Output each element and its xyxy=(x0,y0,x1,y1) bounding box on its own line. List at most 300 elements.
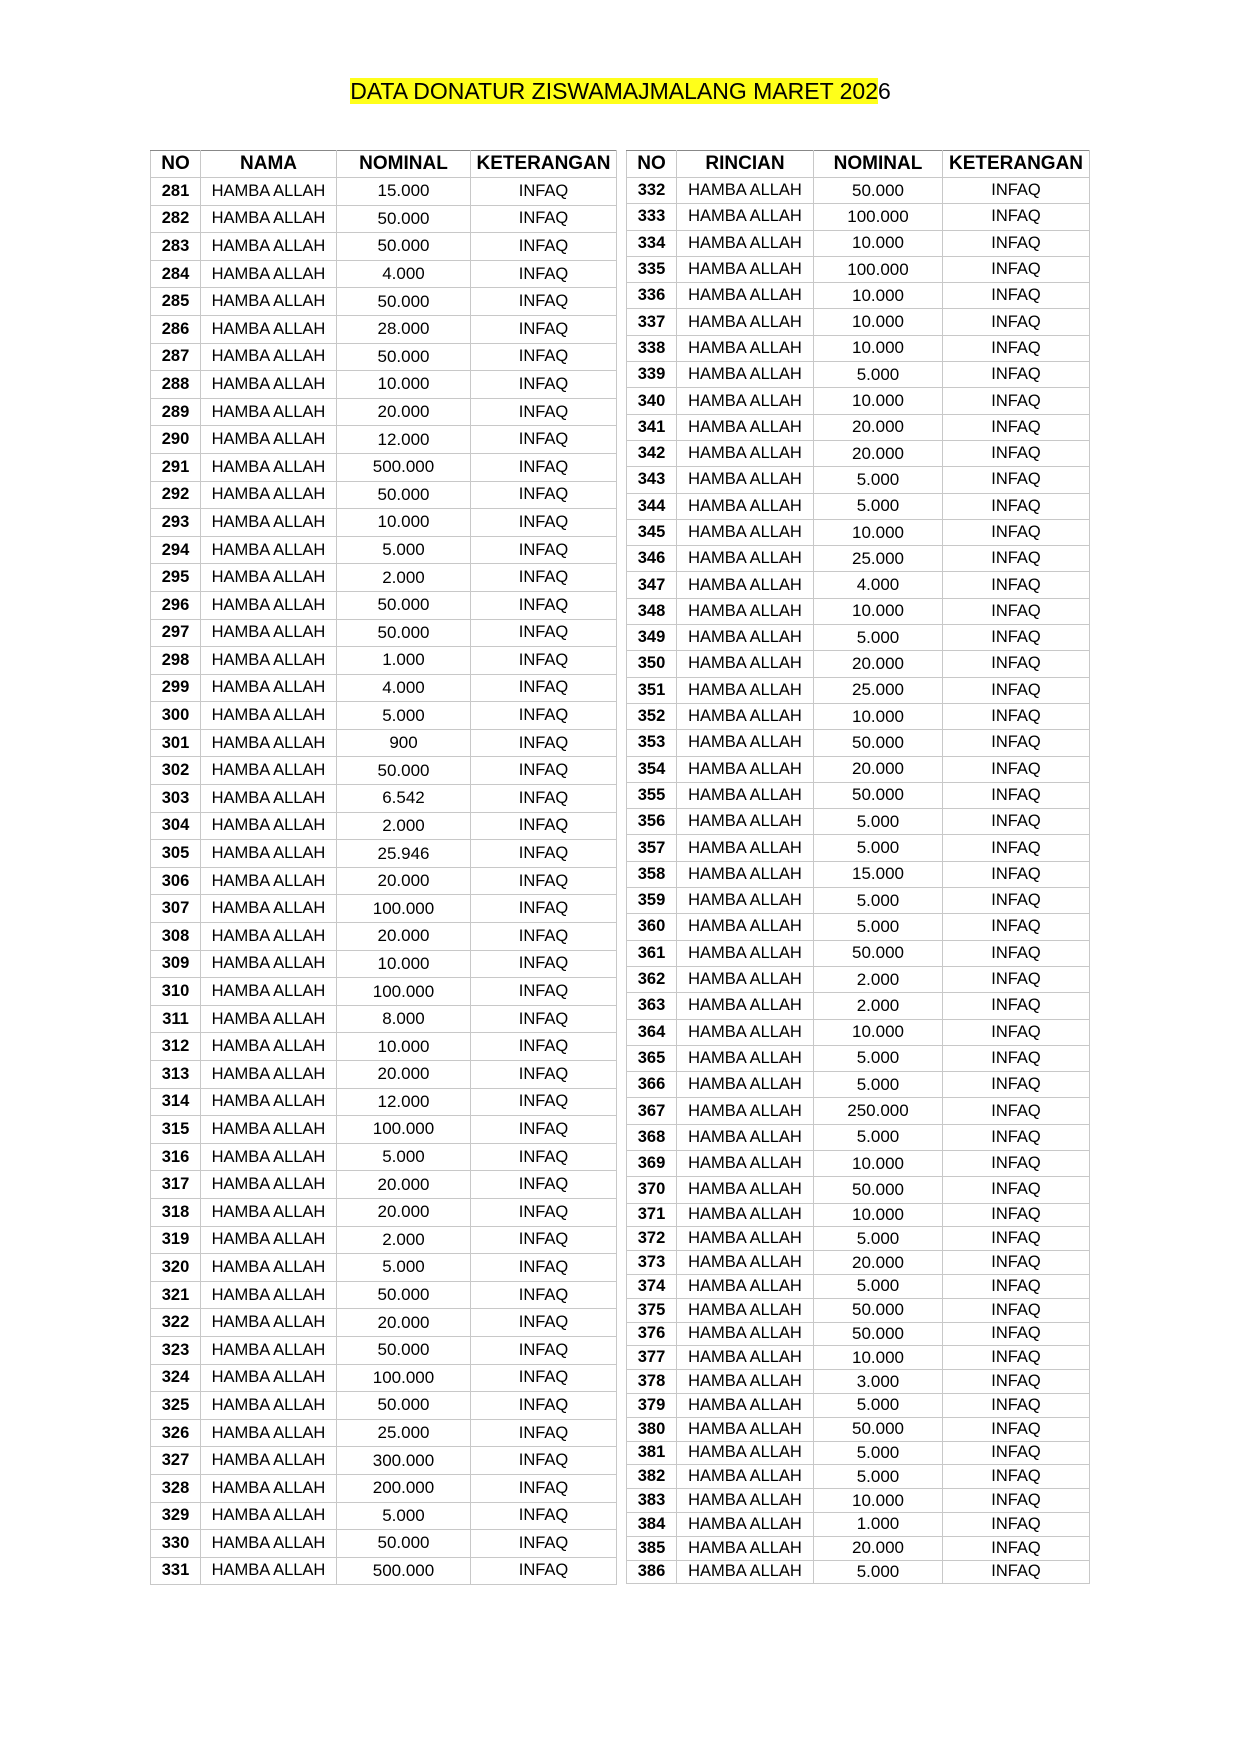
description: INFAQ xyxy=(943,493,1090,519)
table-row xyxy=(151,840,617,868)
donor-name: HAMBA ALLAH xyxy=(677,966,814,992)
donor-name: HAMBA ALLAH xyxy=(677,625,814,651)
nominal-amount: 10.000 xyxy=(814,230,943,256)
donor-name: HAMBA ALLAH xyxy=(677,756,814,782)
description: INFAQ xyxy=(943,1177,1090,1203)
table-row xyxy=(627,835,1090,861)
nominal-amount: 5.000 xyxy=(814,888,943,914)
nominal-amount: 5.000 xyxy=(814,1441,943,1465)
description: INFAQ xyxy=(471,564,617,592)
table-row xyxy=(627,730,1090,756)
donor-name: HAMBA ALLAH xyxy=(677,1489,814,1513)
description: INFAQ xyxy=(943,1203,1090,1227)
donor-name: HAMBA ALLAH xyxy=(677,1045,814,1071)
donor-name: HAMBA ALLAH xyxy=(201,453,337,481)
table-header-row xyxy=(627,151,1090,178)
nominal-amount: 5.000 xyxy=(337,1143,471,1171)
column-header-nominal: NOMINAL xyxy=(337,151,471,178)
table-row xyxy=(151,260,617,288)
table-row xyxy=(151,371,617,399)
nominal-amount: 10.000 xyxy=(814,1203,943,1227)
table-row xyxy=(627,440,1090,466)
row-number: 318 xyxy=(151,1198,201,1226)
nominal-amount: 20.000 xyxy=(814,440,943,466)
description: INFAQ xyxy=(471,1502,617,1530)
row-number: 332 xyxy=(627,178,677,204)
table-row xyxy=(627,1045,1090,1071)
row-number: 326 xyxy=(151,1419,201,1447)
donor-name: HAMBA ALLAH xyxy=(677,1536,814,1560)
table-row xyxy=(151,1088,617,1116)
description: INFAQ xyxy=(943,1465,1090,1489)
row-number: 283 xyxy=(151,233,201,261)
description: INFAQ xyxy=(943,1560,1090,1584)
description: INFAQ xyxy=(943,993,1090,1019)
description: INFAQ xyxy=(471,1530,617,1558)
row-number: 339 xyxy=(627,362,677,388)
row-number: 293 xyxy=(151,509,201,537)
row-number: 360 xyxy=(627,914,677,940)
row-number: 385 xyxy=(627,1536,677,1560)
row-number: 288 xyxy=(151,371,201,399)
table-row xyxy=(151,481,617,509)
donor-name: HAMBA ALLAH xyxy=(201,343,337,371)
description: INFAQ xyxy=(471,178,617,206)
nominal-amount: 20.000 xyxy=(337,398,471,426)
donor-name: HAMBA ALLAH xyxy=(677,1322,814,1346)
nominal-amount: 2.000 xyxy=(814,966,943,992)
nominal-amount: 50.000 xyxy=(337,1392,471,1420)
donor-name: HAMBA ALLAH xyxy=(677,572,814,598)
table-row xyxy=(151,950,617,978)
description: INFAQ xyxy=(471,481,617,509)
table-row xyxy=(151,867,617,895)
row-number: 306 xyxy=(151,867,201,895)
nominal-amount: 12.000 xyxy=(337,1088,471,1116)
nominal-amount: 25.946 xyxy=(337,840,471,868)
table-row xyxy=(627,1227,1090,1251)
donor-name: HAMBA ALLAH xyxy=(677,1177,814,1203)
donor-name: HAMBA ALLAH xyxy=(201,840,337,868)
description: INFAQ xyxy=(471,647,617,675)
row-number: 346 xyxy=(627,546,677,572)
description: INFAQ xyxy=(943,1370,1090,1394)
description: INFAQ xyxy=(943,835,1090,861)
nominal-amount: 50.000 xyxy=(337,1336,471,1364)
table-row xyxy=(627,888,1090,914)
row-number: 378 xyxy=(627,1370,677,1394)
table-row xyxy=(627,1322,1090,1346)
description: INFAQ xyxy=(471,205,617,233)
table-row xyxy=(627,1489,1090,1513)
donor-name: HAMBA ALLAH xyxy=(201,260,337,288)
table-row xyxy=(627,1098,1090,1124)
table-row xyxy=(151,729,617,757)
row-number: 370 xyxy=(627,1177,677,1203)
table-row xyxy=(151,785,617,813)
nominal-amount: 4.000 xyxy=(814,572,943,598)
table-row xyxy=(627,1560,1090,1584)
donor-name: HAMBA ALLAH xyxy=(201,1336,337,1364)
row-number: 310 xyxy=(151,978,201,1006)
donor-name: HAMBA ALLAH xyxy=(677,440,814,466)
row-number: 328 xyxy=(151,1474,201,1502)
table-row xyxy=(627,256,1090,282)
nominal-amount: 10.000 xyxy=(814,283,943,309)
row-number: 337 xyxy=(627,309,677,335)
nominal-amount: 100.000 xyxy=(337,1116,471,1144)
description: INFAQ xyxy=(943,1251,1090,1275)
donor-name: HAMBA ALLAH xyxy=(677,309,814,335)
donor-name: HAMBA ALLAH xyxy=(201,1033,337,1061)
description: INFAQ xyxy=(471,1281,617,1309)
row-number: 340 xyxy=(627,388,677,414)
donor-name: HAMBA ALLAH xyxy=(201,647,337,675)
donor-name: HAMBA ALLAH xyxy=(201,674,337,702)
donor-name: HAMBA ALLAH xyxy=(201,729,337,757)
table-row xyxy=(151,1530,617,1558)
row-number: 324 xyxy=(151,1364,201,1392)
table-row xyxy=(151,1171,617,1199)
description: INFAQ xyxy=(471,1116,617,1144)
description: INFAQ xyxy=(943,1489,1090,1513)
row-number: 369 xyxy=(627,1150,677,1176)
row-number: 301 xyxy=(151,729,201,757)
nominal-amount: 5.000 xyxy=(814,1045,943,1071)
row-number: 314 xyxy=(151,1088,201,1116)
description: INFAQ xyxy=(471,371,617,399)
row-number: 354 xyxy=(627,756,677,782)
table-row xyxy=(627,414,1090,440)
nominal-amount: 20.000 xyxy=(814,1536,943,1560)
nominal-amount: 10.000 xyxy=(814,388,943,414)
row-number: 305 xyxy=(151,840,201,868)
nominal-amount: 5.000 xyxy=(337,536,471,564)
donor-name: HAMBA ALLAH xyxy=(201,1254,337,1282)
description: INFAQ xyxy=(471,757,617,785)
description: INFAQ xyxy=(471,1309,617,1337)
donor-name: HAMBA ALLAH xyxy=(677,1465,814,1489)
description: INFAQ xyxy=(943,651,1090,677)
donor-name: HAMBA ALLAH xyxy=(677,178,814,204)
donor-name: HAMBA ALLAH xyxy=(677,861,814,887)
description: INFAQ xyxy=(943,888,1090,914)
description: INFAQ xyxy=(471,426,617,454)
nominal-amount: 5.000 xyxy=(814,809,943,835)
description: INFAQ xyxy=(471,1088,617,1116)
donor-name: HAMBA ALLAH xyxy=(201,564,337,592)
table-row xyxy=(627,1150,1090,1176)
nominal-amount: 5.000 xyxy=(337,1502,471,1530)
nominal-amount: 15.000 xyxy=(814,861,943,887)
description: INFAQ xyxy=(471,398,617,426)
description: INFAQ xyxy=(943,1512,1090,1536)
row-number: 289 xyxy=(151,398,201,426)
donor-name: HAMBA ALLAH xyxy=(677,1072,814,1098)
nominal-amount: 20.000 xyxy=(337,923,471,951)
page-title-tail: 6 xyxy=(878,78,891,104)
nominal-amount: 10.000 xyxy=(337,1033,471,1061)
donor-name: HAMBA ALLAH xyxy=(201,481,337,509)
description: INFAQ xyxy=(471,867,617,895)
description: INFAQ xyxy=(471,1198,617,1226)
table-row xyxy=(627,703,1090,729)
description: INFAQ xyxy=(471,840,617,868)
donor-name: HAMBA ALLAH xyxy=(677,335,814,361)
nominal-amount: 300.000 xyxy=(337,1447,471,1475)
table-row xyxy=(151,702,617,730)
nominal-amount: 50.000 xyxy=(337,205,471,233)
table-row xyxy=(151,1143,617,1171)
table-row xyxy=(627,756,1090,782)
nominal-amount: 15.000 xyxy=(337,178,471,206)
nominal-amount: 5.000 xyxy=(814,467,943,493)
donor-name: HAMBA ALLAH xyxy=(201,233,337,261)
donor-name: HAMBA ALLAH xyxy=(201,702,337,730)
row-number: 315 xyxy=(151,1116,201,1144)
row-number: 333 xyxy=(627,204,677,230)
description: INFAQ xyxy=(943,782,1090,808)
table-row xyxy=(627,598,1090,624)
row-number: 361 xyxy=(627,940,677,966)
row-number: 359 xyxy=(627,888,677,914)
table-row xyxy=(627,1019,1090,1045)
description: INFAQ xyxy=(943,546,1090,572)
row-number: 334 xyxy=(627,230,677,256)
row-number: 325 xyxy=(151,1392,201,1420)
donor-name: HAMBA ALLAH xyxy=(201,398,337,426)
table-row xyxy=(627,1072,1090,1098)
row-number: 349 xyxy=(627,625,677,651)
nominal-amount: 50.000 xyxy=(814,730,943,756)
row-number: 342 xyxy=(627,440,677,466)
nominal-amount: 4.000 xyxy=(337,260,471,288)
row-number: 312 xyxy=(151,1033,201,1061)
nominal-amount: 20.000 xyxy=(337,1171,471,1199)
nominal-amount: 2.000 xyxy=(337,812,471,840)
nominal-amount: 10.000 xyxy=(814,335,943,361)
donor-name: HAMBA ALLAH xyxy=(201,1088,337,1116)
donor-table-right xyxy=(626,150,1090,1584)
row-number: 330 xyxy=(151,1530,201,1558)
nominal-amount: 50.000 xyxy=(814,782,943,808)
description: INFAQ xyxy=(471,260,617,288)
row-number: 309 xyxy=(151,950,201,978)
row-number: 307 xyxy=(151,895,201,923)
nominal-amount: 50.000 xyxy=(337,619,471,647)
donor-name: HAMBA ALLAH xyxy=(201,288,337,316)
nominal-amount: 50.000 xyxy=(814,1417,943,1441)
donor-name: HAMBA ALLAH xyxy=(201,1281,337,1309)
description: INFAQ xyxy=(471,923,617,951)
nominal-amount: 100.000 xyxy=(814,204,943,230)
table-row xyxy=(151,674,617,702)
row-number: 303 xyxy=(151,785,201,813)
description: INFAQ xyxy=(943,467,1090,493)
table-row xyxy=(151,1254,617,1282)
description: INFAQ xyxy=(943,362,1090,388)
table-row xyxy=(627,546,1090,572)
table-row xyxy=(627,362,1090,388)
row-number: 352 xyxy=(627,703,677,729)
row-number: 290 xyxy=(151,426,201,454)
table-row xyxy=(151,1198,617,1226)
nominal-amount: 50.000 xyxy=(337,288,471,316)
nominal-amount: 500.000 xyxy=(337,453,471,481)
donor-name: HAMBA ALLAH xyxy=(201,1557,337,1585)
table-row xyxy=(627,1512,1090,1536)
description: INFAQ xyxy=(943,1124,1090,1150)
donor-name: HAMBA ALLAH xyxy=(677,940,814,966)
row-number: 371 xyxy=(627,1203,677,1227)
description: INFAQ xyxy=(471,1061,617,1089)
table-row xyxy=(627,283,1090,309)
nominal-amount: 10.000 xyxy=(814,1019,943,1045)
donor-name: HAMBA ALLAH xyxy=(677,546,814,572)
row-number: 286 xyxy=(151,315,201,343)
row-number: 350 xyxy=(627,651,677,677)
donor-name: HAMBA ALLAH xyxy=(677,1227,814,1251)
nominal-amount: 20.000 xyxy=(814,414,943,440)
donor-name: HAMBA ALLAH xyxy=(677,914,814,940)
nominal-amount: 5.000 xyxy=(814,1227,943,1251)
donor-name: HAMBA ALLAH xyxy=(201,536,337,564)
donor-name: HAMBA ALLAH xyxy=(677,835,814,861)
table-row xyxy=(627,335,1090,361)
donor-name: HAMBA ALLAH xyxy=(201,978,337,1006)
table-row xyxy=(627,1251,1090,1275)
row-number: 317 xyxy=(151,1171,201,1199)
nominal-amount: 28.000 xyxy=(337,315,471,343)
description: INFAQ xyxy=(471,1005,617,1033)
table-row xyxy=(151,1474,617,1502)
description: INFAQ xyxy=(471,702,617,730)
description: INFAQ xyxy=(943,809,1090,835)
donor-name: HAMBA ALLAH xyxy=(677,651,814,677)
donor-name: HAMBA ALLAH xyxy=(677,1251,814,1275)
row-number: 381 xyxy=(627,1441,677,1465)
table-row xyxy=(151,315,617,343)
donor-name: HAMBA ALLAH xyxy=(677,1274,814,1298)
nominal-amount: 200.000 xyxy=(337,1474,471,1502)
nominal-amount: 5.000 xyxy=(337,702,471,730)
table-row xyxy=(151,1336,617,1364)
donor-name: HAMBA ALLAH xyxy=(201,509,337,537)
description: INFAQ xyxy=(471,536,617,564)
table-row xyxy=(627,809,1090,835)
page-title-highlighted: DATA DONATUR ZISWAMAJMALANG MARET 202 xyxy=(350,78,878,104)
row-number: 285 xyxy=(151,288,201,316)
donor-name: HAMBA ALLAH xyxy=(201,1474,337,1502)
donor-name: HAMBA ALLAH xyxy=(677,888,814,914)
nominal-amount: 50.000 xyxy=(814,1177,943,1203)
description: INFAQ xyxy=(471,729,617,757)
nominal-amount: 10.000 xyxy=(337,950,471,978)
column-header-nominal: NOMINAL xyxy=(814,151,943,178)
donor-name: HAMBA ALLAH xyxy=(201,1419,337,1447)
donor-name: HAMBA ALLAH xyxy=(201,757,337,785)
row-number: 321 xyxy=(151,1281,201,1309)
row-number: 297 xyxy=(151,619,201,647)
nominal-amount: 3.000 xyxy=(814,1370,943,1394)
table-row xyxy=(151,978,617,1006)
description: INFAQ xyxy=(943,861,1090,887)
description: INFAQ xyxy=(943,572,1090,598)
description: INFAQ xyxy=(943,677,1090,703)
description: INFAQ xyxy=(471,1336,617,1364)
description: INFAQ xyxy=(943,1274,1090,1298)
description: INFAQ xyxy=(943,178,1090,204)
row-number: 364 xyxy=(627,1019,677,1045)
column-header-no: NO xyxy=(627,151,677,178)
description: INFAQ xyxy=(471,1033,617,1061)
nominal-amount: 5.000 xyxy=(814,914,943,940)
nominal-amount: 900 xyxy=(337,729,471,757)
description: INFAQ xyxy=(471,509,617,537)
table-row xyxy=(151,178,617,206)
row-number: 284 xyxy=(151,260,201,288)
row-number: 323 xyxy=(151,1336,201,1364)
table-row xyxy=(627,1536,1090,1560)
table-row xyxy=(627,677,1090,703)
table-row xyxy=(627,1177,1090,1203)
row-number: 358 xyxy=(627,861,677,887)
donor-name: HAMBA ALLAH xyxy=(677,204,814,230)
row-number: 356 xyxy=(627,809,677,835)
donor-name: HAMBA ALLAH xyxy=(677,256,814,282)
donor-name: HAMBA ALLAH xyxy=(201,923,337,951)
donor-name: HAMBA ALLAH xyxy=(201,1447,337,1475)
description: INFAQ xyxy=(943,256,1090,282)
row-number: 311 xyxy=(151,1005,201,1033)
table-row xyxy=(151,1392,617,1420)
nominal-amount: 20.000 xyxy=(337,1061,471,1089)
table-row xyxy=(151,288,617,316)
table-row xyxy=(151,1364,617,1392)
nominal-amount: 5.000 xyxy=(814,1274,943,1298)
page-title xyxy=(0,76,1241,106)
nominal-amount: 20.000 xyxy=(337,1198,471,1226)
nominal-amount: 50.000 xyxy=(814,940,943,966)
row-number: 374 xyxy=(627,1274,677,1298)
row-number: 341 xyxy=(627,414,677,440)
table-row xyxy=(627,1124,1090,1150)
table-row xyxy=(151,1309,617,1337)
row-number: 298 xyxy=(151,647,201,675)
description: INFAQ xyxy=(943,914,1090,940)
description: INFAQ xyxy=(471,1143,617,1171)
row-number: 336 xyxy=(627,283,677,309)
donor-name: HAMBA ALLAH xyxy=(677,1203,814,1227)
row-number: 373 xyxy=(627,1251,677,1275)
table-row xyxy=(627,993,1090,1019)
nominal-amount: 50.000 xyxy=(337,1281,471,1309)
nominal-amount: 50.000 xyxy=(337,481,471,509)
row-number: 363 xyxy=(627,993,677,1019)
description: INFAQ xyxy=(471,1364,617,1392)
donor-name: HAMBA ALLAH xyxy=(201,619,337,647)
description: INFAQ xyxy=(943,1098,1090,1124)
donor-name: HAMBA ALLAH xyxy=(201,205,337,233)
row-number: 302 xyxy=(151,757,201,785)
description: INFAQ xyxy=(943,230,1090,256)
donor-name: HAMBA ALLAH xyxy=(201,785,337,813)
table-row xyxy=(627,966,1090,992)
nominal-amount: 4.000 xyxy=(337,674,471,702)
donor-name: HAMBA ALLAH xyxy=(677,1441,814,1465)
donor-name: HAMBA ALLAH xyxy=(201,1530,337,1558)
nominal-amount: 50.000 xyxy=(337,233,471,261)
